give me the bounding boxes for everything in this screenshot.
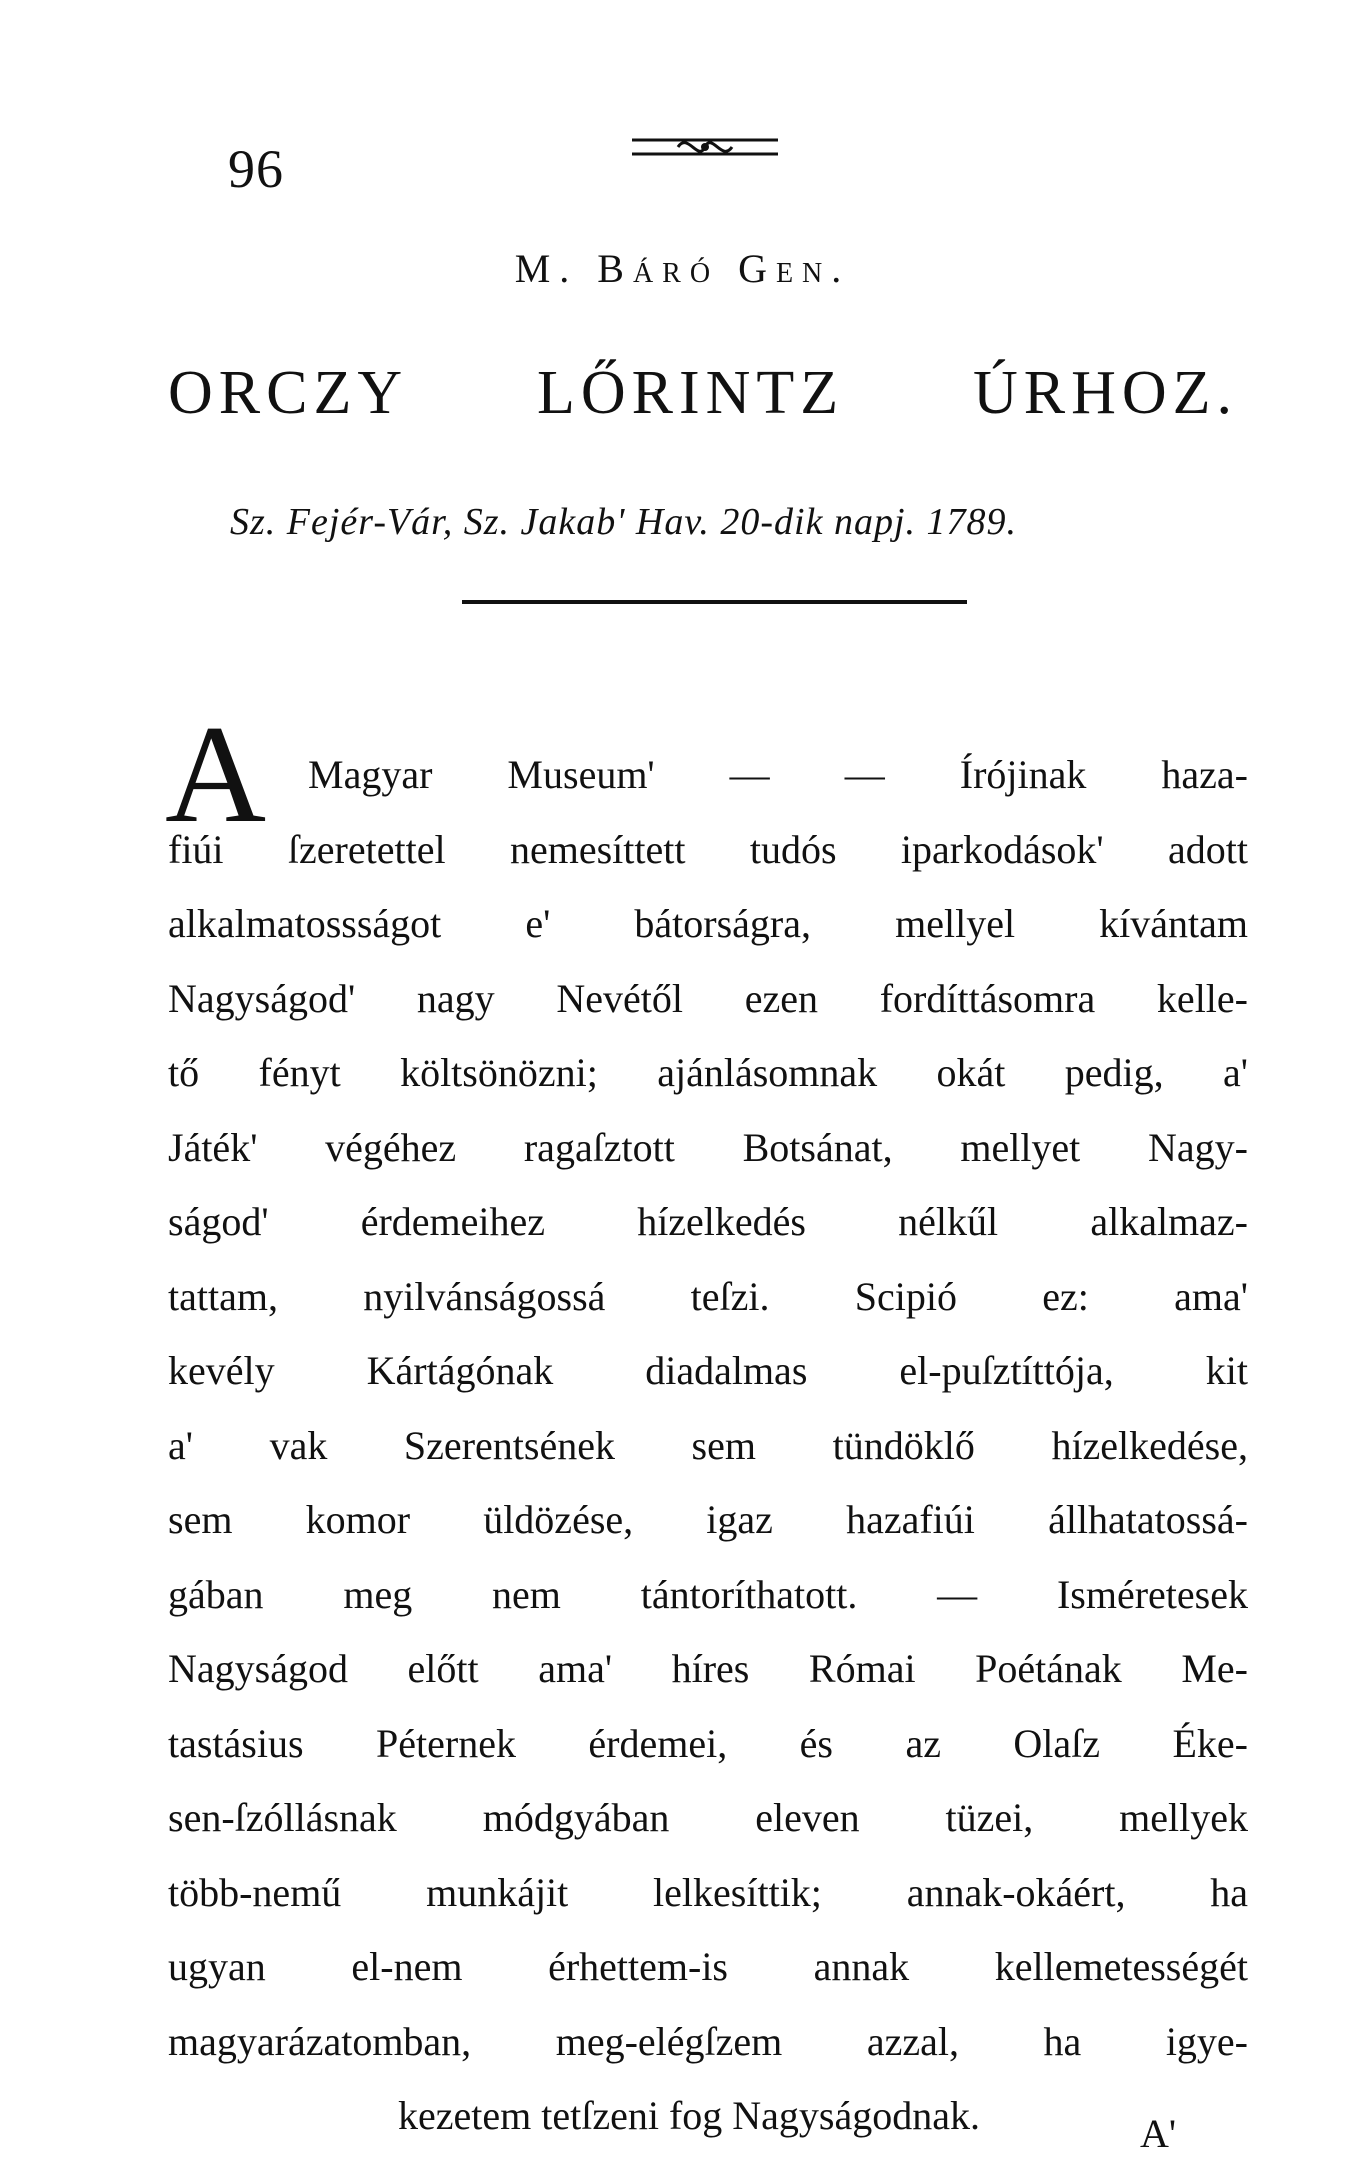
text-line: sem komor üldözése, igaz hazafiúi állhatatossá- bbox=[168, 1497, 1248, 1542]
catchword: A' bbox=[1140, 2111, 1177, 2156]
body-paragraph bbox=[168, 738, 1248, 2154]
drop-cap: A bbox=[165, 697, 267, 852]
addressee-word: ORCZY bbox=[168, 359, 409, 427]
dedication-line: M. Báró Gen. bbox=[514, 246, 851, 291]
text-line: sen-ſzóllásnak módgyában eleven tüzei, mellyek bbox=[168, 1795, 1248, 1840]
text-line: kevély Kártágónak diadalmas el-puſztíttója, kit bbox=[168, 1348, 1248, 1393]
text-line: gában meg nem tántoríthatott. — Isméretesek bbox=[168, 1571, 1248, 1617]
addressee-title bbox=[168, 359, 1238, 427]
text-line: Nagyságod' nagy Nevétől ezen fordíttásomra kelle- bbox=[168, 975, 1248, 1021]
text-line: Magyar Museum' — — Írójinak haza- bbox=[308, 752, 1248, 797]
text-line: alkalmatossságot e' bátorságra, mellyel kívántam bbox=[168, 901, 1248, 946]
place-date-line: Sz. Fejér-Vár, Sz. Jakab' Hav. 20-dik napj. 1789. bbox=[230, 501, 1018, 543]
text-line: tő fényt költsönözni; ajánlásomnak okát pedig, a' bbox=[168, 1050, 1248, 1095]
text-line: a' vak Szerentsének sem tündöklő hízelkedése, bbox=[168, 1422, 1248, 1468]
addressee-word: ÚRHOZ. bbox=[972, 359, 1238, 427]
addressee-word: LŐRINTZ bbox=[536, 359, 845, 427]
page-number: 96 bbox=[228, 139, 284, 199]
text-line: tastásius Péternek érdemei, és az Olaſz Éke- bbox=[168, 1720, 1248, 1766]
text-line: több-nemű munkájit lelkesíttik; annak-okáért, ha bbox=[168, 1869, 1248, 1915]
text-line: ságod' érdemeihez hízelkedés nélkűl alkalmaz- bbox=[168, 1199, 1248, 1244]
text-line: ugyan el-nem érhettem-is annak kellemetességét bbox=[168, 1944, 1248, 1989]
text-line: magyarázatomban, meg-elégſzem azzal, ha igye- bbox=[168, 2018, 1248, 2064]
text-line: kezetem tetſzeni fog Nagyságodnak. bbox=[398, 2093, 980, 2138]
divider-rule bbox=[462, 600, 967, 604]
text-line: Nagyságod előtt ama' híres Római Poétának Me- bbox=[168, 1646, 1248, 1691]
ornament-icon bbox=[630, 130, 780, 164]
text-line: fiúi ſzeretettel nemesíttett tudós iparkodások' adott bbox=[168, 826, 1248, 872]
text-line: Játék' végéhez ragaſztott Botsánat, mellyet Nagy- bbox=[168, 1124, 1248, 1170]
text-line: tattam, nyilvánságossá teſzi. Scipió ez: ama' bbox=[168, 1273, 1248, 1319]
